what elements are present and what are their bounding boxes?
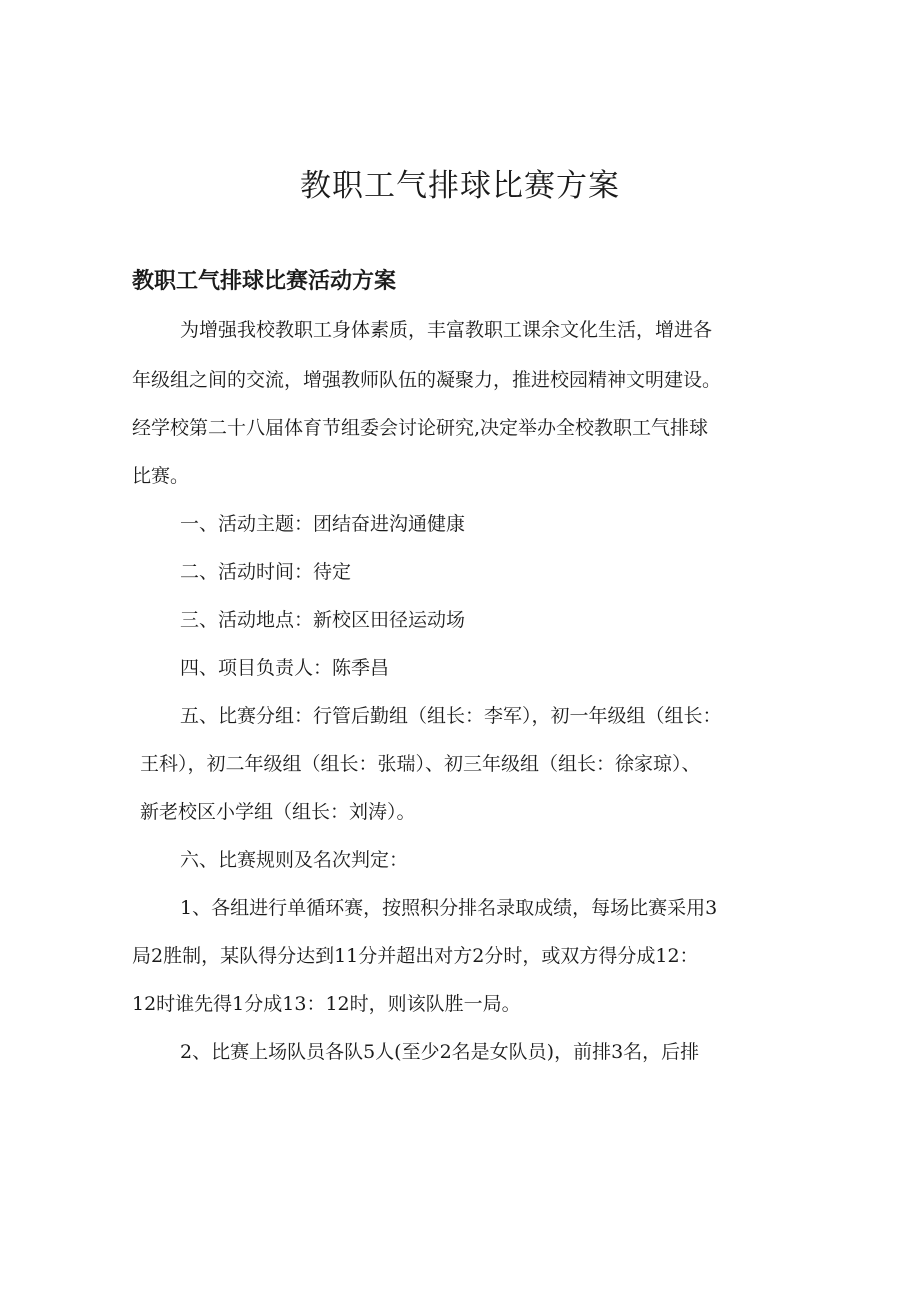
intro-line-2: 年级组之间的交流，增强教师队伍的凝聚力，推进校园精神文明建设。	[132, 369, 722, 391]
groups-line-1: 五、比赛分组：行管后勤组（组长：李军），初一年级组（组长：	[180, 705, 722, 727]
rules-heading: 六、比赛规则及名次判定：	[180, 849, 409, 871]
item-theme: 一、活动主题：团结奋进沟通健康	[180, 513, 466, 535]
intro-line-1: 为增强我校教职工身体素质，丰富教职工课余文化生活，增进各	[180, 319, 713, 341]
rule1-line-2: 局2胜制，某队得分达到11分并超出对方2分时，或双方得分成12：	[132, 945, 699, 967]
intro-line-3: 经学校第二十八届体育节组委会讨论研究,决定举办全校教职工气排球	[132, 417, 709, 439]
intro-line-4: 比赛。	[132, 465, 190, 487]
section-heading: 教职工气排球比赛活动方案	[132, 269, 397, 294]
item-time: 二、活动时间：待定	[180, 561, 352, 583]
groups-line-2: 王科），初二年级组（组长：张瑞）、初三年级组（组长：徐家琼）、	[140, 753, 701, 775]
item-leader: 四、项目负责人：陈季昌	[180, 657, 390, 679]
rule1-line-1: 1、各组进行单循环赛，按照积分排名录取成绩，每场比赛采用3	[180, 897, 718, 919]
groups-line-3: 新老校区小学组（组长：刘涛）。	[140, 801, 416, 823]
item-place: 三、活动地点：新校区田径运动场	[180, 609, 466, 631]
document-title: 教职工气排球比赛方案	[300, 168, 620, 204]
rule1-line-3: 12时谁先得1分成13：12时，则该队胜一局。	[132, 993, 521, 1015]
rule2-line-1: 2、比赛上场队员各队5人(至少2名是女队员)，前排3名，后排	[180, 1041, 700, 1063]
